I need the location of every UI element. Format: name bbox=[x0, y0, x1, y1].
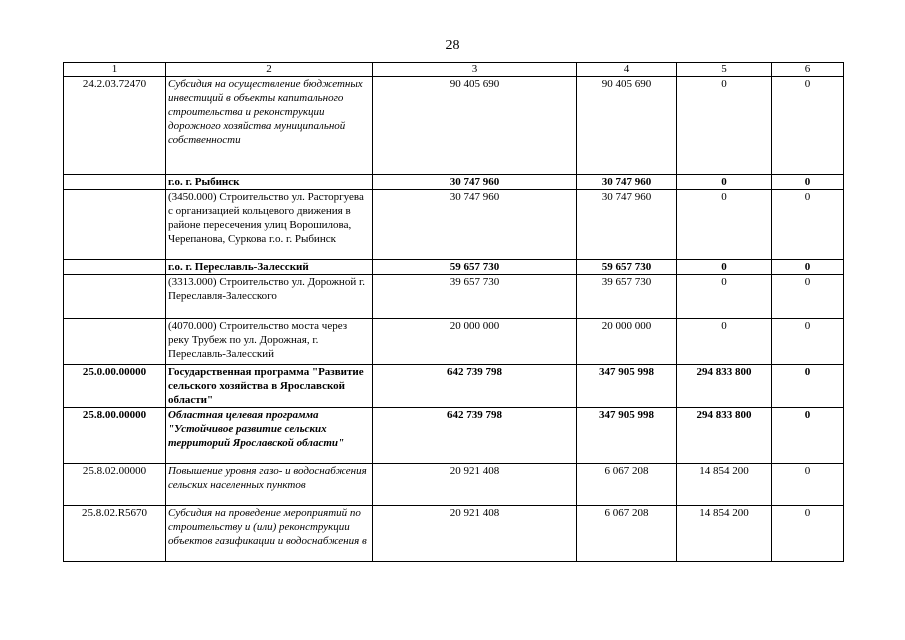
row-name: г.о. г. Рыбинск bbox=[166, 175, 373, 190]
row-value-total: 30 747 960 bbox=[373, 175, 577, 190]
row-name: Областная целевая программа "Устойчивое развитие сельских территорий Ярославской области" bbox=[166, 408, 373, 464]
column-header: 1 bbox=[64, 63, 166, 77]
row-name: Государственная программа "Развитие сельского хозяйства в Ярославской области" bbox=[166, 365, 373, 408]
row-value-total: 642 739 798 bbox=[373, 408, 577, 464]
row-code: 24.2.03.72470 bbox=[64, 77, 166, 175]
row-value-federal: 0 bbox=[677, 175, 772, 190]
row-value-total: 30 747 960 bbox=[373, 190, 577, 260]
row-value-regional: 347 905 998 bbox=[577, 365, 677, 408]
row-name: (4070.000) Строительство моста через реку Трубеж по ул. Дорожная, г. Переславль-Залесский bbox=[166, 319, 373, 365]
row-value-federal: 0 bbox=[677, 319, 772, 365]
row-value-federal: 294 833 800 bbox=[677, 365, 772, 408]
table-row bbox=[64, 77, 844, 175]
row-value-regional: 20 000 000 bbox=[577, 319, 677, 365]
budget-table bbox=[63, 62, 844, 562]
column-header: 2 bbox=[166, 63, 373, 77]
row-value-total: 90 405 690 bbox=[373, 77, 577, 175]
page-number: 28 bbox=[445, 38, 460, 53]
row-name: Повышение уровня газо- и водоснабжения сельских населенных пунктов bbox=[166, 464, 373, 506]
row-value-total: 20 000 000 bbox=[373, 319, 577, 365]
row-code: 25.8.00.00000 bbox=[64, 408, 166, 464]
table-row bbox=[64, 175, 844, 190]
row-code: 25.8.02.R5670 bbox=[64, 506, 166, 562]
column-numbers-row bbox=[64, 63, 844, 77]
row-name: (3450.000) Строительство ул. Расторгуева с организацией кольцевого движения в районе пересечения улиц Ворошилова, Черепанова, Суркова г.о. г. Рыбинск bbox=[166, 190, 373, 260]
table-row bbox=[64, 365, 844, 408]
table-row bbox=[64, 319, 844, 365]
column-header: 3 bbox=[373, 63, 577, 77]
row-value-federal: 0 bbox=[677, 275, 772, 319]
table-row bbox=[64, 190, 844, 260]
row-value-other: 0 bbox=[772, 175, 844, 190]
row-value-other: 0 bbox=[772, 260, 844, 275]
row-value-other: 0 bbox=[772, 319, 844, 365]
row-value-federal: 0 bbox=[677, 260, 772, 275]
row-value-regional: 30 747 960 bbox=[577, 190, 677, 260]
row-value-other: 0 bbox=[772, 365, 844, 408]
row-value-regional: 30 747 960 bbox=[577, 175, 677, 190]
row-value-total: 20 921 408 bbox=[373, 464, 577, 506]
row-code: 25.0.00.00000 bbox=[64, 365, 166, 408]
row-code bbox=[64, 260, 166, 275]
row-value-total: 20 921 408 bbox=[373, 506, 577, 562]
column-header: 5 bbox=[677, 63, 772, 77]
row-name: (3313.000) Строительство ул. Дорожной г. Переславля-Залесского bbox=[166, 275, 373, 319]
row-name: Субсидия на проведение мероприятий по строительству и (или) реконструкции объектов газификации и водоснабжения в bbox=[166, 506, 373, 562]
row-value-total: 39 657 730 bbox=[373, 275, 577, 319]
table-row bbox=[64, 506, 844, 562]
row-value-other: 0 bbox=[772, 190, 844, 260]
table-row bbox=[64, 275, 844, 319]
row-value-regional: 6 067 208 bbox=[577, 506, 677, 562]
table-row bbox=[64, 464, 844, 506]
row-value-regional: 6 067 208 bbox=[577, 464, 677, 506]
row-value-other: 0 bbox=[772, 275, 844, 319]
row-code bbox=[64, 319, 166, 365]
row-value-total: 59 657 730 bbox=[373, 260, 577, 275]
row-value-federal: 0 bbox=[677, 190, 772, 260]
row-value-other: 0 bbox=[772, 408, 844, 464]
row-value-federal: 14 854 200 bbox=[677, 464, 772, 506]
row-value-total: 642 739 798 bbox=[373, 365, 577, 408]
row-value-regional: 59 657 730 bbox=[577, 260, 677, 275]
column-header: 6 bbox=[772, 63, 844, 77]
column-header: 4 bbox=[577, 63, 677, 77]
row-code: 25.8.02.00000 bbox=[64, 464, 166, 506]
row-value-regional: 347 905 998 bbox=[577, 408, 677, 464]
row-value-other: 0 bbox=[772, 77, 844, 175]
row-code bbox=[64, 190, 166, 260]
table-row bbox=[64, 408, 844, 464]
row-value-other: 0 bbox=[772, 506, 844, 562]
row-value-regional: 90 405 690 bbox=[577, 77, 677, 175]
row-value-regional: 39 657 730 bbox=[577, 275, 677, 319]
table-row bbox=[64, 260, 844, 275]
row-value-federal: 0 bbox=[677, 77, 772, 175]
row-value-other: 0 bbox=[772, 464, 844, 506]
row-name: Субсидия на осуществление бюджетных инвестиций в объекты капитального строительства и реконструкции дорожного хозяйства муниципальной собственности bbox=[166, 77, 373, 175]
row-name: г.о. г. Переславль-Залесский bbox=[166, 260, 373, 275]
row-value-federal: 14 854 200 bbox=[677, 506, 772, 562]
row-code bbox=[64, 275, 166, 319]
row-value-federal: 294 833 800 bbox=[677, 408, 772, 464]
row-code bbox=[64, 175, 166, 190]
